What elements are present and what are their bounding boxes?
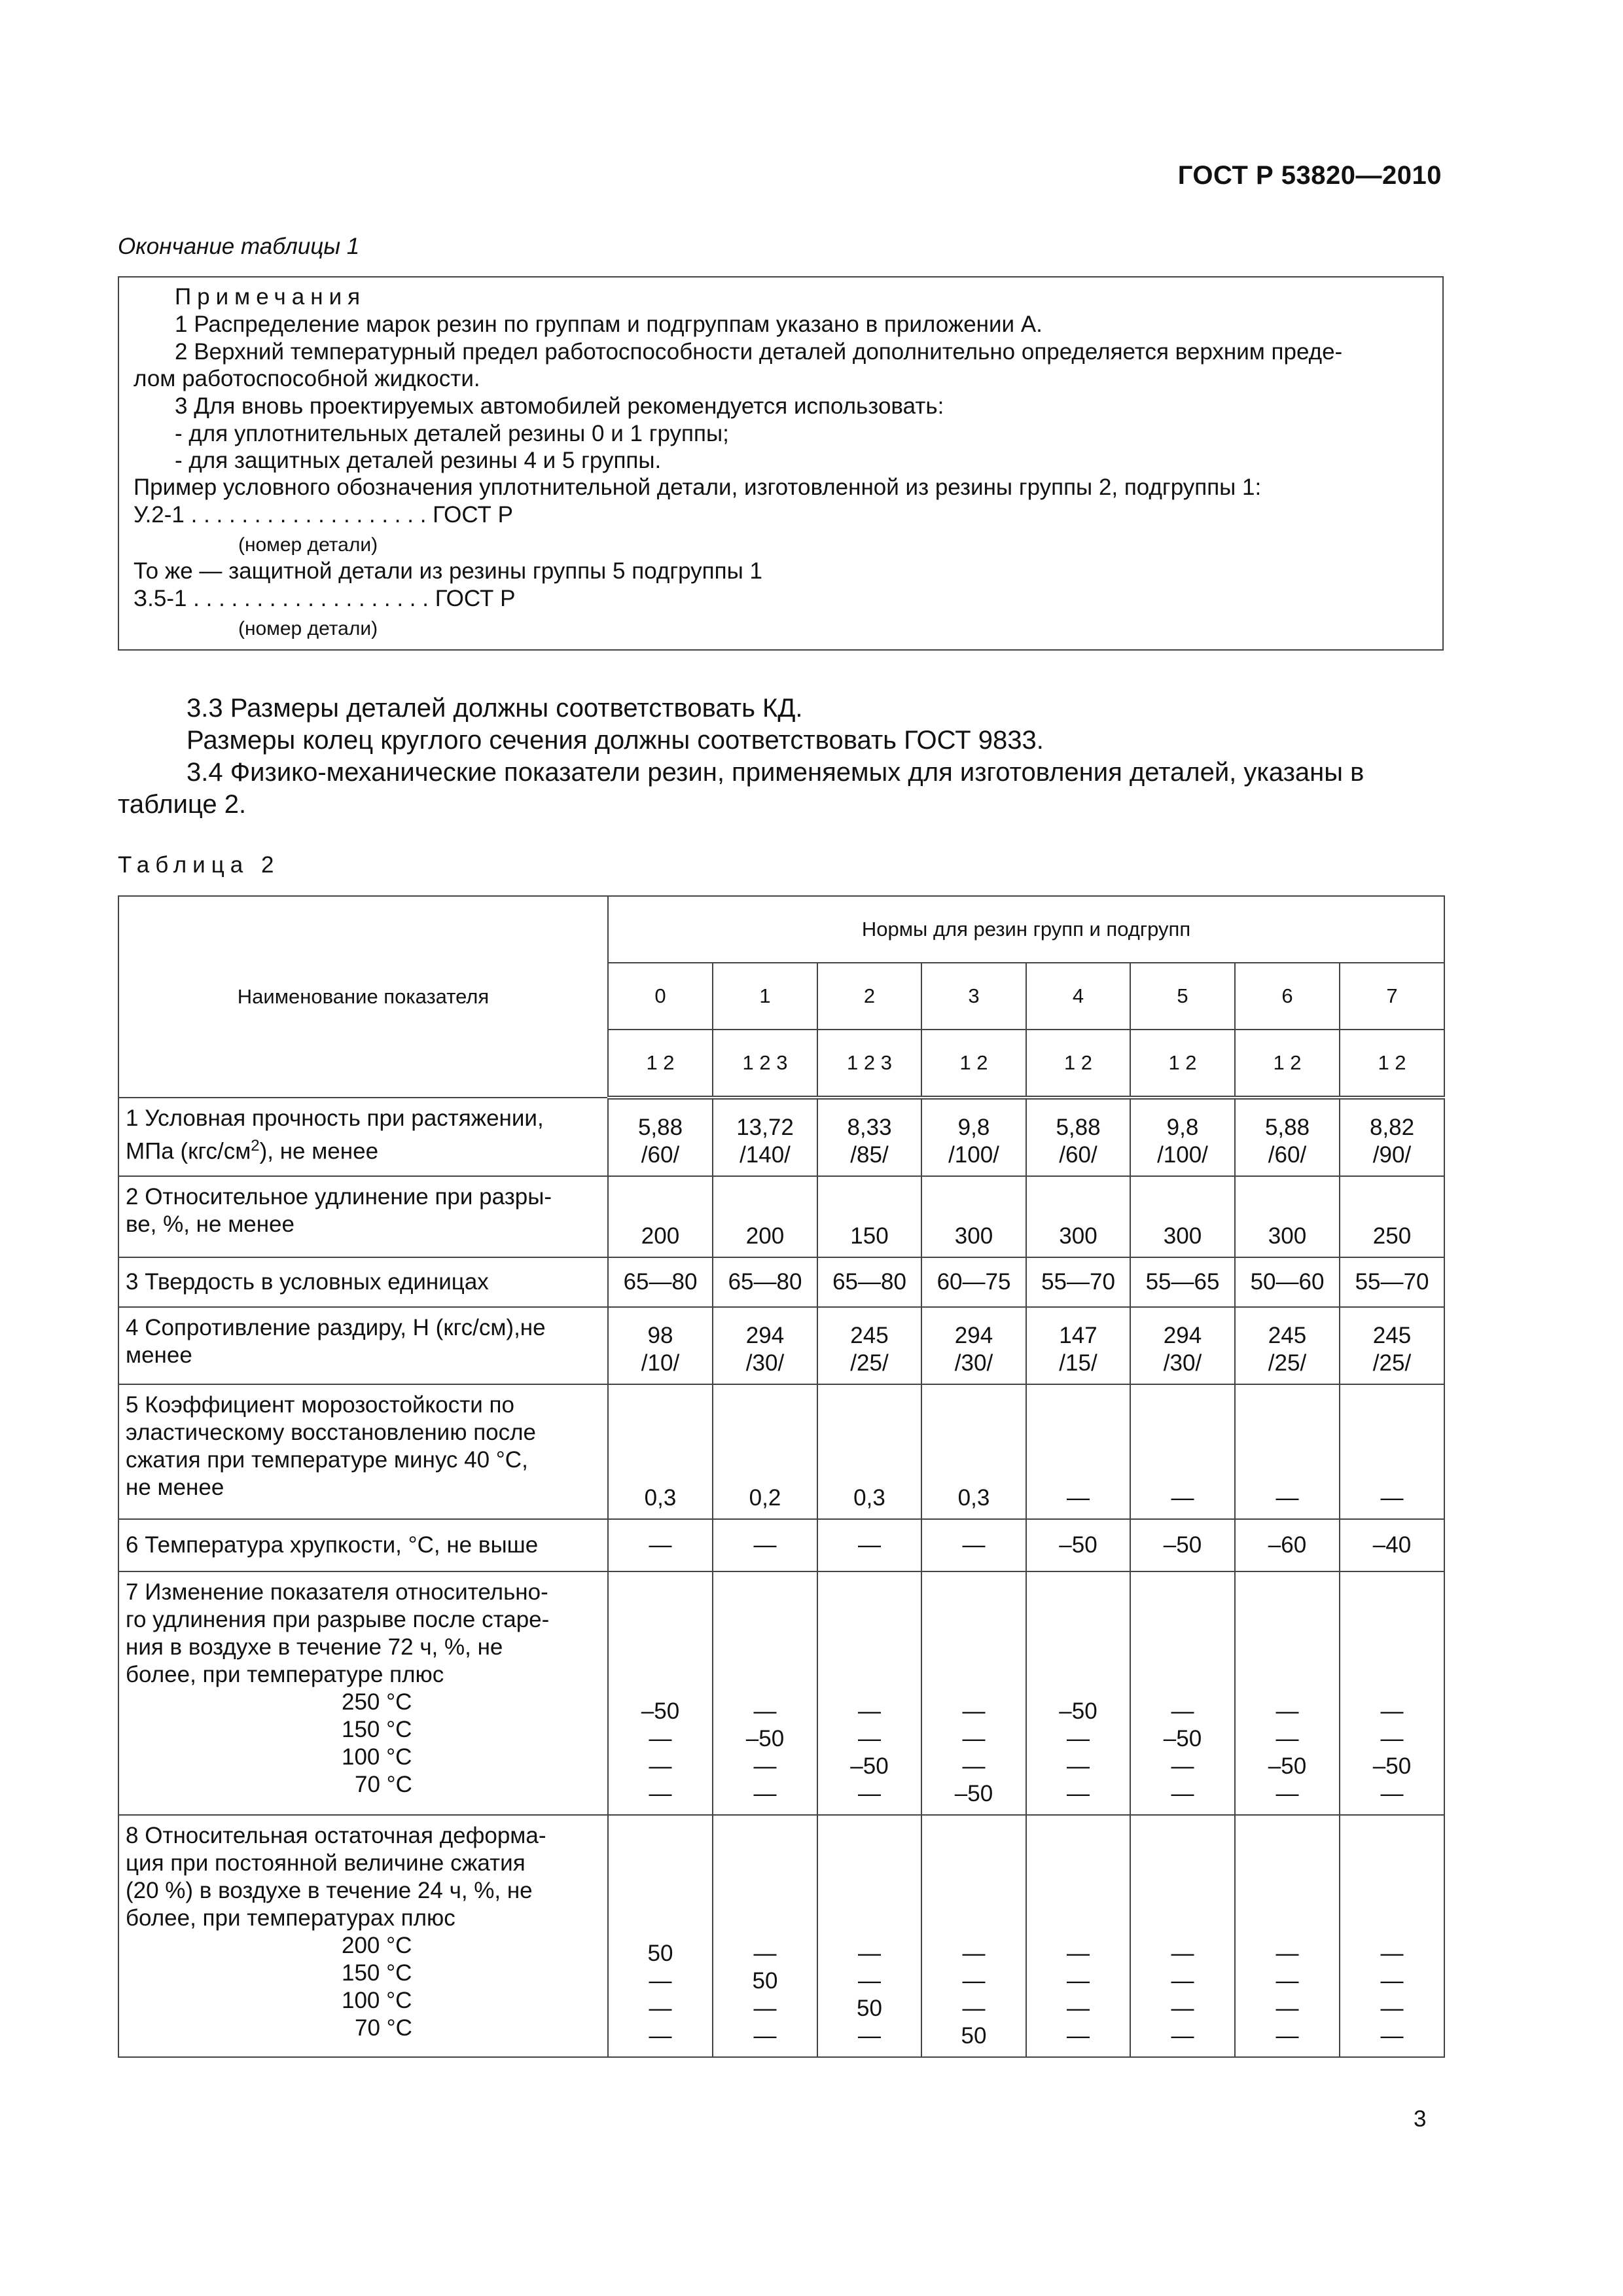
value-main: 147 — [1059, 1323, 1097, 1348]
row-1-value — [608, 1098, 713, 1176]
row-8-name-line-1: 8 Относительная остаточная деформа- — [126, 1823, 546, 1848]
para-3-4-line-2: таблице 2. — [118, 790, 247, 819]
row-3-value: 60—75 — [921, 1257, 1026, 1307]
value: — — [962, 1698, 986, 1724]
temp-200: 200 °С — [342, 1933, 412, 1958]
row-6-value: — — [921, 1519, 1026, 1571]
row-7-name-line-1: 7 Изменение показателя относительно- — [126, 1579, 548, 1605]
value: — — [962, 1941, 986, 1966]
subgroup-header: 1 2 — [1340, 1030, 1444, 1098]
row-5-name-line-1: 5 Коэффициент морозостойкости по — [126, 1392, 514, 1418]
subgroup-header: 1 2 — [608, 1030, 713, 1098]
value: — — [1275, 1941, 1299, 1966]
row-4-value — [921, 1307, 1026, 1384]
row-5-name-line-3: сжатия при температуре минус 40 °С, — [126, 1447, 528, 1473]
row-7-name-line-3: ния в воздухе в течение 72 ч, %, не — [126, 1634, 503, 1660]
value: — — [1275, 1698, 1299, 1724]
row-4-value — [817, 1307, 921, 1384]
row-4-value — [1026, 1307, 1130, 1384]
value: — — [962, 1996, 986, 2021]
row-7-value — [921, 1571, 1026, 1815]
row-2-value: 300 — [921, 1176, 1026, 1257]
value: — — [1067, 1781, 1090, 1806]
value: — — [858, 1941, 881, 1966]
group-header: 6 — [1235, 963, 1340, 1030]
row-3-value: 55—70 — [1026, 1257, 1130, 1307]
table-row — [118, 1307, 1444, 1384]
row-5-value: — — [1235, 1384, 1340, 1519]
group-header: 4 — [1026, 963, 1130, 1030]
temp-250: 250 °С — [342, 1689, 412, 1715]
row-1-value — [817, 1098, 921, 1176]
value: — — [1380, 1941, 1404, 1966]
value: — — [1275, 1726, 1299, 1751]
row-7-value — [713, 1571, 817, 1815]
value: — — [753, 1753, 777, 1779]
value-kgf: /100/ — [948, 1142, 999, 1168]
row-8-value — [1026, 1815, 1130, 2057]
table2-title: Таблица 2 — [118, 852, 280, 878]
row-8-name-line-2: ция при постоянной величине сжатия — [126, 1850, 526, 1876]
table1-end-caption: Окончание таблицы 1 — [118, 234, 360, 259]
row-2-value: 300 — [1235, 1176, 1340, 1257]
row-4-value — [1235, 1307, 1340, 1384]
value-main: 294 — [1163, 1323, 1202, 1348]
value: — — [1275, 2023, 1299, 2049]
row-1-name-line-1: 1 Условная прочность при растяжении, — [126, 1105, 544, 1131]
value: — — [1380, 1968, 1404, 1994]
value: — — [649, 1726, 672, 1751]
value-main: 245 — [1268, 1323, 1307, 1348]
row-2-value: 250 — [1340, 1176, 1444, 1257]
value: –50 — [641, 1698, 680, 1724]
header-norms: Нормы для резин групп и подгрупп — [608, 896, 1444, 963]
notes-box — [118, 276, 1444, 651]
row-5-value: 0,3 — [817, 1384, 921, 1519]
row-3-value: 55—65 — [1130, 1257, 1235, 1307]
example-1-code: У.2-1 . . . . . . . . . . . . . . . . . . . ГОСТ Р — [134, 502, 513, 528]
row-1-value — [1130, 1098, 1235, 1176]
example-1-hint: (номер детали) — [238, 534, 378, 556]
note-2-line-2: лом работоспособной жидкости. — [134, 366, 480, 391]
row-7-value — [1340, 1571, 1444, 1815]
example-2-code: З.5-1 . . . . . . . . . . . . . . . . . . . ГОСТ Р — [134, 586, 516, 611]
row-4-value — [1130, 1307, 1235, 1384]
value: — — [1171, 1698, 1194, 1724]
row-7-value — [1130, 1571, 1235, 1815]
group-header: 0 — [608, 963, 713, 1030]
group-header: 5 — [1130, 963, 1235, 1030]
subgroup-header: 1 2 3 — [817, 1030, 921, 1098]
row-8-value — [817, 1815, 921, 2057]
row-4-name — [118, 1307, 608, 1384]
value: — — [1067, 2023, 1090, 2049]
row-7-name-line-2: го удлинения при разрыве после старе- — [126, 1607, 550, 1632]
subgroup-header: 1 2 3 — [713, 1030, 817, 1098]
value: — — [1171, 1941, 1194, 1966]
row-5-value: — — [1026, 1384, 1130, 1519]
value: — — [649, 1753, 672, 1779]
row-6-value: –60 — [1235, 1519, 1340, 1571]
group-header: 3 — [921, 963, 1026, 1030]
row-7-value — [817, 1571, 921, 1815]
row-6-value: — — [713, 1519, 817, 1571]
row-7-name-line-4: более, при температуре плюс — [126, 1662, 444, 1687]
row-2-value: 150 — [817, 1176, 921, 1257]
example-1-text: Пример условного обозначения уплотнительной детали, изготовленной из резины группы 2, подгруппы 1: — [134, 475, 1262, 500]
page-number: 3 — [1414, 2106, 1427, 2132]
value: — — [962, 1968, 986, 1994]
row-6-value: –50 — [1026, 1519, 1130, 1571]
value: — — [753, 2023, 777, 2049]
temp-150: 150 °С — [342, 1717, 412, 1742]
value-main: 294 — [954, 1323, 993, 1348]
value: — — [753, 1996, 777, 2021]
row-8-value — [1130, 1815, 1235, 2057]
value: 50 — [857, 1996, 882, 2021]
value: — — [1380, 1726, 1404, 1751]
temp-100: 100 °С — [342, 1744, 412, 1770]
value: — — [1171, 2023, 1194, 2049]
value-main: 294 — [745, 1323, 785, 1348]
value-main: 245 — [850, 1323, 889, 1348]
value-main: 245 — [1372, 1323, 1412, 1348]
value: — — [962, 1753, 986, 1779]
value-kgf: /85/ — [850, 1142, 889, 1168]
value-main: 5,88 — [1264, 1115, 1310, 1140]
row-8-name-line-4: более, при температурах плюс — [126, 1905, 455, 1931]
row-6-value: –40 — [1340, 1519, 1444, 1571]
value: — — [962, 1726, 986, 1751]
row-1-value — [713, 1098, 817, 1176]
value-kgf: /25/ — [850, 1350, 889, 1376]
row-8-value — [1235, 1815, 1340, 2057]
value: –50 — [1372, 1753, 1412, 1779]
row-8-value — [1340, 1815, 1444, 2057]
value: — — [753, 1941, 777, 1966]
value: — — [1067, 1753, 1090, 1779]
value-kgf: /15/ — [1059, 1350, 1097, 1376]
row-8-value — [921, 1815, 1026, 2057]
value-main: 13,72 — [736, 1115, 794, 1140]
value-kgf: /25/ — [1268, 1350, 1307, 1376]
note-3-item-1: - для уплотнительных деталей резины 0 и 1 группы; — [175, 421, 729, 446]
row-3-value: 65—80 — [817, 1257, 921, 1307]
value: — — [1067, 1726, 1090, 1751]
para-3-3: 3.3 Размеры деталей должны соответствовать КД. — [187, 694, 803, 723]
row-6-value: — — [817, 1519, 921, 1571]
value: –50 — [954, 1781, 993, 1806]
subgroup-header: 1 2 — [1026, 1030, 1130, 1098]
row-4-value — [608, 1307, 713, 1384]
temp-70: 70 °С — [355, 2015, 412, 2041]
subgroup-header: 1 2 — [1235, 1030, 1340, 1098]
row-1-value — [1026, 1098, 1130, 1176]
value-main: 8,33 — [847, 1115, 892, 1140]
table-2 — [118, 895, 1445, 2058]
temp-150: 150 °С — [342, 1960, 412, 1986]
row-1-name-sup: 2 — [251, 1137, 260, 1155]
subgroup-header: 1 2 — [921, 1030, 1026, 1098]
table-row — [118, 1257, 1444, 1307]
row-7-name — [118, 1571, 608, 1815]
row-6-value: — — [608, 1519, 713, 1571]
table-row — [118, 1519, 1444, 1571]
value-main: 9,8 — [1166, 1115, 1199, 1140]
row-2-name-line-2: ве, %, не менее — [126, 1211, 294, 1237]
value: — — [858, 1968, 881, 1994]
row-1-value — [921, 1098, 1026, 1176]
row-1-name — [118, 1098, 608, 1176]
value: — — [1067, 1941, 1090, 1966]
document-code: ГОСТ Р 53820—2010 — [1177, 161, 1442, 190]
group-header: 1 — [713, 963, 817, 1030]
row-3-value: 55—70 — [1340, 1257, 1444, 1307]
notes-title: Примечания — [175, 284, 366, 310]
table-row — [118, 1384, 1444, 1519]
subgroup-header: 1 2 — [1130, 1030, 1235, 1098]
row-3-value: 65—80 — [713, 1257, 817, 1307]
note-2-line-1: 2 Верхний температурный предел работоспособности деталей дополнительно определяется верхним преде- — [175, 339, 1343, 365]
value: — — [1275, 1968, 1299, 1994]
value: — — [649, 1968, 672, 1994]
row-5-value: — — [1340, 1384, 1444, 1519]
row-5-value: 0,2 — [713, 1384, 817, 1519]
row-4-name-line-1: 4 Сопротивление раздиру, Н (кгс/см),не — [126, 1315, 546, 1340]
temp-70: 70 °С — [355, 1772, 412, 1797]
value-kgf: /100/ — [1157, 1142, 1208, 1168]
value-kgf: /60/ — [1059, 1142, 1097, 1168]
value: 50 — [961, 2023, 987, 2049]
value: — — [1171, 1753, 1194, 1779]
row-5-value: 0,3 — [608, 1384, 713, 1519]
row-2-value: 300 — [1130, 1176, 1235, 1257]
value: — — [1380, 1996, 1404, 2021]
value: –50 — [1059, 1698, 1097, 1724]
value: — — [1380, 1698, 1404, 1724]
value: — — [753, 1781, 777, 1806]
value: — — [1380, 2023, 1404, 2049]
row-2-value: 300 — [1026, 1176, 1130, 1257]
table-row — [118, 1098, 1444, 1176]
value: –50 — [1163, 1726, 1202, 1751]
row-5-name-line-4: не менее — [126, 1475, 224, 1500]
value: — — [753, 1698, 777, 1724]
group-header: 2 — [817, 963, 921, 1030]
note-3: 3 Для вновь проектируемых автомобилей рекомендуется использовать: — [175, 393, 944, 419]
header-parameter-name: Наименование показателя — [118, 896, 608, 1098]
table-row — [118, 1815, 1444, 2057]
row-3-name: 3 Твердость в условных единицах — [118, 1257, 608, 1307]
row-8-value — [608, 1815, 713, 2057]
row-8-name — [118, 1815, 608, 2057]
value-main: 8,82 — [1369, 1115, 1415, 1140]
value: — — [1067, 1968, 1090, 1994]
value-kgf: /30/ — [1163, 1350, 1202, 1376]
value-kgf: /90/ — [1372, 1142, 1412, 1168]
value-kgf: /60/ — [641, 1142, 680, 1168]
value: — — [858, 1726, 881, 1751]
row-5-value: — — [1130, 1384, 1235, 1519]
value: — — [1171, 1781, 1194, 1806]
temp-100: 100 °С — [342, 1988, 412, 2013]
row-8-name-line-3: (20 %) в воздухе в течение 24 ч, %, не — [126, 1878, 533, 1903]
value: 50 — [752, 1968, 778, 1994]
row-8-value — [713, 1815, 817, 2057]
value: –50 — [850, 1753, 889, 1779]
example-2-hint: (номер детали) — [238, 618, 378, 639]
value: — — [1171, 1968, 1194, 1994]
value-kgf: /140/ — [740, 1142, 791, 1168]
value-main: 5,88 — [637, 1115, 683, 1140]
row-2-value: 200 — [713, 1176, 817, 1257]
value: — — [858, 1781, 881, 1806]
value: — — [1275, 1996, 1299, 2021]
value: — — [1171, 1996, 1194, 2021]
row-2-value: 200 — [608, 1176, 713, 1257]
table-row — [118, 1571, 1444, 1815]
value-kgf: /10/ — [641, 1350, 680, 1376]
row-5-name-line-2: эластическому восстановлению после — [126, 1420, 537, 1445]
value: — — [649, 1781, 672, 1806]
table-row — [118, 1176, 1444, 1257]
value: — — [858, 1698, 881, 1724]
value: — — [649, 1996, 672, 2021]
group-header: 7 — [1340, 963, 1444, 1030]
para-rings: Размеры колец круглого сечения должны соответствовать ГОСТ 9833. — [187, 726, 1044, 755]
row-2-name — [118, 1176, 608, 1257]
row-1-value — [1340, 1098, 1444, 1176]
row-5-name — [118, 1384, 608, 1519]
note-3-item-2: - для защитных деталей резины 4 и 5 группы. — [175, 448, 662, 473]
row-1-name-line-2-end: ), не менее — [259, 1138, 379, 1164]
value-main: 9,8 — [957, 1115, 990, 1140]
row-1-value — [1235, 1098, 1340, 1176]
row-3-value: 65—80 — [608, 1257, 713, 1307]
row-3-value: 50—60 — [1235, 1257, 1340, 1307]
value: –50 — [1268, 1753, 1307, 1779]
value: — — [858, 2023, 881, 2049]
row-7-value — [1026, 1571, 1130, 1815]
row-6-value: –50 — [1130, 1519, 1235, 1571]
value: — — [1275, 1781, 1299, 1806]
example-2-text: То же — защитной детали из резины группы 5 подгруппы 1 — [134, 558, 762, 584]
value-kgf: /25/ — [1372, 1350, 1412, 1376]
row-4-value — [1340, 1307, 1444, 1384]
value: — — [1380, 1781, 1404, 1806]
note-1: 1 Распределение марок резин по группам и подгруппам указано в приложении А. — [175, 312, 1043, 337]
value: — — [649, 2023, 672, 2049]
value-kgf: /30/ — [745, 1350, 785, 1376]
row-2-name-line-1: 2 Относительное удлинение при разры- — [126, 1184, 552, 1210]
value: 50 — [647, 1941, 673, 1966]
row-7-value — [1235, 1571, 1340, 1815]
value: — — [1067, 1996, 1090, 2021]
value-kgf: /30/ — [954, 1350, 993, 1376]
row-4-name-line-2: менее — [126, 1342, 192, 1368]
value-kgf: /60/ — [1268, 1142, 1307, 1168]
row-4-value — [713, 1307, 817, 1384]
row-5-value: 0,3 — [921, 1384, 1026, 1519]
row-6-name: 6 Температура хрупкости, °С, не выше — [118, 1519, 608, 1571]
para-3-4-line-1: 3.4 Физико-механические показатели резин, применяемых для изготовления деталей, указаны в — [187, 758, 1364, 787]
row-7-value — [608, 1571, 713, 1815]
row-1-name-line-2-start: МПа (кгс/см — [126, 1138, 251, 1164]
value-main: 98 — [647, 1323, 673, 1348]
value-main: 5,88 — [1056, 1115, 1101, 1140]
value: –50 — [745, 1726, 785, 1751]
